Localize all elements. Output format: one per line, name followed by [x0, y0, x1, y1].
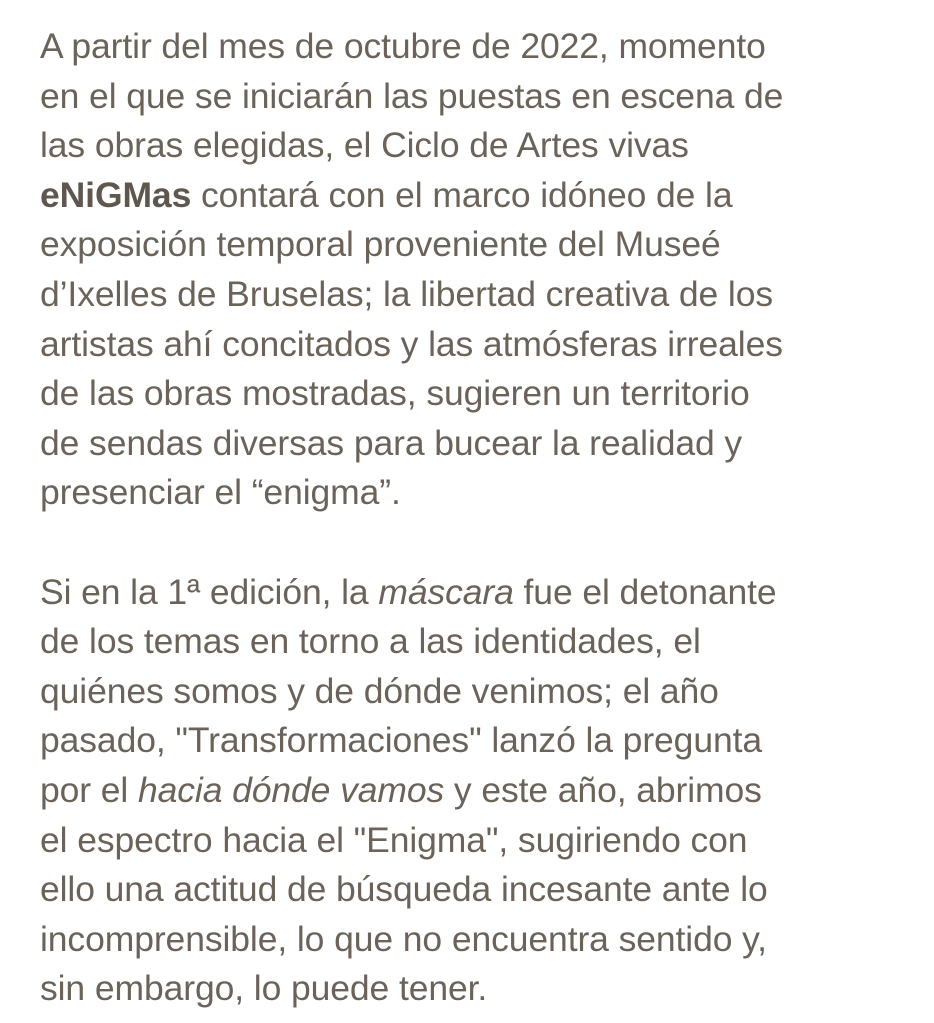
- paragraph-line-text: y este año, abrimos: [444, 769, 762, 810]
- paragraph-line: [40, 171, 920, 221]
- paragraph-line: exposición temporal proveniente del Museé: [40, 224, 721, 265]
- article-body: [40, 22, 920, 1014]
- paragraph-line-text: por el: [40, 769, 138, 810]
- paragraph-line: de sendas diversas para bucear la realidad y: [40, 422, 743, 463]
- paragraph-line: de los temas en torno a las identidades, el: [40, 621, 701, 662]
- italic-term-mascara: máscara: [378, 571, 514, 612]
- paragraph-2: [40, 568, 920, 1014]
- paragraph-1: [40, 22, 920, 518]
- paragraph-line: [40, 766, 920, 816]
- paragraph-line: de las obras mostradas, sugieren un territorio: [40, 373, 750, 414]
- paragraph-line-text: fue el detonante: [513, 571, 777, 612]
- paragraph-line: A partir del mes de octubre de 2022, momento: [40, 26, 766, 66]
- paragraph-line: sin embargo, lo puede tener.: [40, 968, 488, 1009]
- paragraph-line: incomprensible, lo que no encuentra sentido y,: [40, 918, 767, 959]
- enigmas-brand-name: eNiGMas: [40, 174, 192, 215]
- paragraph-line: d’Ixelles de Bruselas; la libertad creativa de los: [40, 273, 773, 314]
- paragraph-line: pasado, "Transformaciones" lanzó la pregunta: [40, 720, 763, 761]
- italic-phrase-hacia-donde-vamos: hacia dónde vamos: [137, 769, 445, 810]
- paragraph-line: presenciar el “enigma”.: [40, 472, 401, 513]
- paragraph-line: artistas ahí concitados y las atmósferas irreales: [40, 323, 783, 364]
- paragraph-line: quiénes somos y de dónde venimos; el año: [40, 670, 719, 711]
- paragraph-line-text: contará con el marco idóneo de la: [191, 174, 733, 215]
- paragraph-line: las obras elegidas, el Ciclo de Artes vivas: [40, 125, 689, 166]
- paragraph-line: [40, 568, 920, 618]
- paragraph-line: ello una actitud de búsqueda incesante ante lo: [40, 869, 768, 910]
- paragraph-line: el espectro hacia el "Enigma", sugiriendo con: [40, 819, 748, 860]
- paragraph-line-text: Si en la 1ª edición, la: [40, 571, 379, 612]
- paragraph-line: en el que se iniciarán las puestas en escena de: [40, 75, 784, 116]
